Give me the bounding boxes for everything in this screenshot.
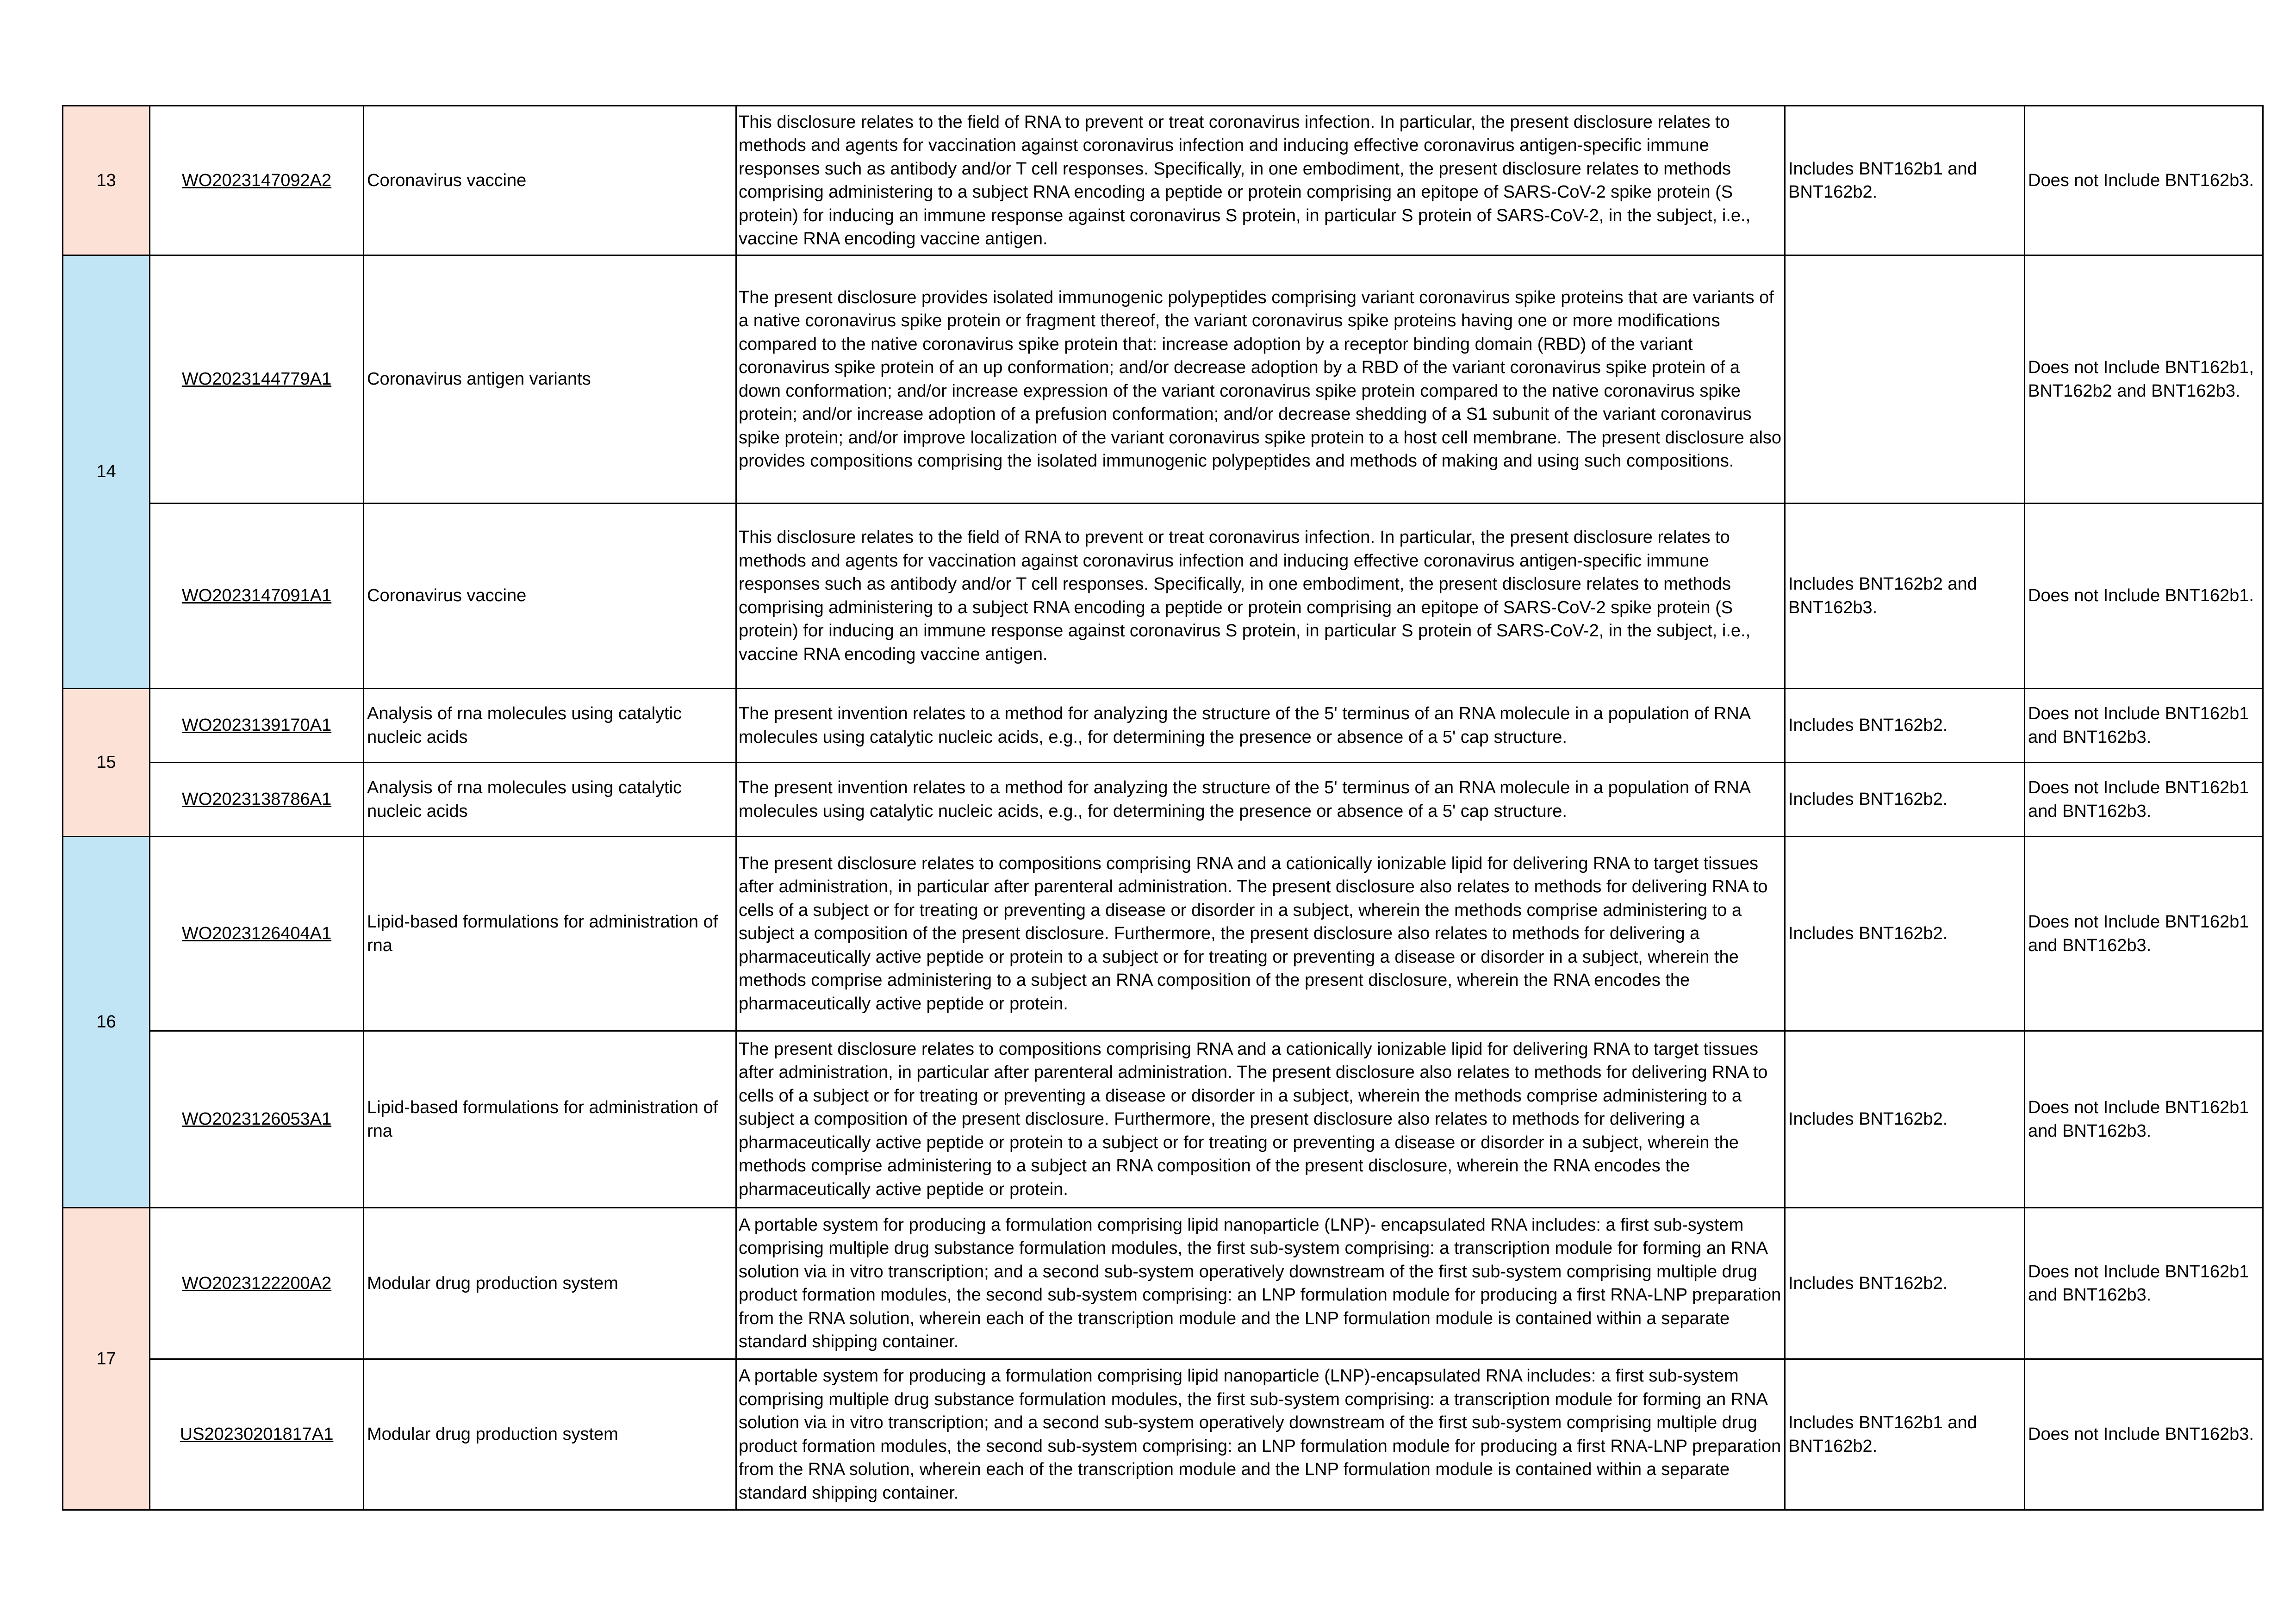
patent-title: Lipid-based formulations for administration of rna	[364, 837, 736, 1031]
not-includes-cell: Does not Include BNT162b1, BNT162b2 and BNT162b3.	[2025, 255, 2263, 504]
patent-abstract: A portable system for producing a formulation comprising lipid nanoparticle (LNP)- encapsulated RNA includes: a first sub-system comprising multiple drug substance formulation modules, the first sub-system comprising: a transcription module for forming an RNA solution via in vitro transcription; and a second sub-system operatively downstream of the first sub-system comprising multiple drug product formation modules, the second sub-system comprising: an LNP formulation module for producing a first RNA-LNP preparation from the RNA solution, wherein each of the transcription module and the LNP formulation module is contained within a separate standard shipping container.	[736, 1208, 1785, 1359]
not-includes-cell: Does not Include BNT162b1 and BNT162b3.	[2025, 837, 2263, 1031]
patent-number[interactable]	[150, 1208, 364, 1359]
patent-number[interactable]	[150, 837, 364, 1031]
table-row	[63, 504, 2263, 689]
not-includes-cell: Does not Include BNT162b1.	[2025, 504, 2263, 689]
patent-title: Analysis of rna molecules using catalytic nucleic acids	[364, 763, 736, 837]
includes-cell: Includes BNT162b1 and BNT162b2.	[1785, 106, 2025, 255]
patent-abstract: A portable system for producing a formulation comprising lipid nanoparticle (LNP)-encapsulated RNA includes: a first sub-system comprising multiple drug substance formulation modules, the first sub-system comprising: a transcription module for forming an RNA solution via in vitro transcription; and a second sub-system operatively downstream of the first sub-system comprising multiple drug product formation modules, the second sub-system comprising: an LNP formulation module for producing a first RNA-LNP preparation from the RNA solution, wherein each of the transcription module and the LNP formulation module is contained within a separate standard shipping container.	[736, 1359, 1785, 1510]
patent-link[interactable]: WO2023126404A1	[181, 924, 332, 944]
patent-link[interactable]: WO2023126053A1	[181, 1109, 332, 1129]
patent-abstract: This disclosure relates to the field of RNA to prevent or treat coronavirus infection. In particular, the present disclosure relates to methods and agents for vaccination against coronavirus infection and inducing effective coronavirus antigen-specific immune responses such as antibody and/or T cell responses. Specifically, in one embodiment, the present disclosure relates to methods comprising administering to a subject RNA encoding a peptide or protein comprising an epitope of SARS-CoV-2 spike protein (S protein) for inducing an immune response against coronavirus S protein, in particular S protein of SARS-CoV-2, in the subject, i.e., vaccine RNA encoding vaccine antigen.	[736, 106, 1785, 255]
patent-abstract: The present disclosure relates to compositions comprising RNA and a cationically ionizable lipid for delivering RNA to target tissues after administration, in particular after parenteral administration. The present disclosure also relates to methods for delivering RNA to cells of a subject or for treating or preventing a disease or disorder in a subject, wherein the methods comprise administering to a subject a composition of the present disclosure. Furthermore, the present disclosure also relates to methods for delivering a pharmaceutically active peptide or protein to a subject or for treating or preventing a disease or disorder in a subject, wherein the methods comprise administering to a subject an RNA composition of the present disclosure, wherein the RNA encodes the pharmaceutically active peptide or protein.	[736, 837, 1785, 1031]
table-row	[63, 1208, 2263, 1359]
patent-title: Analysis of rna molecules using catalytic nucleic acids	[364, 689, 736, 763]
patent-abstract: The present invention relates to a method for analyzing the structure of the 5' terminus of an RNA molecule in a population of RNA molecules using catalytic nucleic acids, e.g., for determining the presence or absence of a 5' cap structure.	[736, 689, 1785, 763]
patent-title: Coronavirus vaccine	[364, 106, 736, 255]
includes-cell: Includes BNT162b2.	[1785, 689, 2025, 763]
not-includes-cell: Does not Include BNT162b3.	[2025, 1359, 2263, 1510]
not-includes-cell: Does not Include BNT162b1 and BNT162b3.	[2025, 1031, 2263, 1208]
includes-cell: Includes BNT162b1 and BNT162b2.	[1785, 1359, 2025, 1510]
patent-link[interactable]: WO2023138786A1	[181, 790, 332, 809]
patent-title: Coronavirus vaccine	[364, 504, 736, 689]
patent-table	[62, 105, 2264, 1511]
not-includes-cell: Does not Include BNT162b3.	[2025, 106, 2263, 255]
table-row	[63, 763, 2263, 837]
patent-number[interactable]	[150, 1359, 364, 1510]
table-row	[63, 1359, 2263, 1510]
group-number: 17	[63, 1208, 150, 1510]
table-row	[63, 255, 2263, 504]
patent-abstract: This disclosure relates to the field of RNA to prevent or treat coronavirus infection. In particular, the present disclosure relates to methods and agents for vaccination against coronavirus infection and inducing effective coronavirus antigen-specific immune responses such as antibody and/or T cell responses. Specifically, in one embodiment, the present disclosure relates to methods comprising administering to a subject RNA encoding a peptide or protein comprising an epitope of SARS-CoV-2 spike protein (S protein) for inducing an immune response against coronavirus S protein, in particular S protein of SARS-CoV-2, in the subject, i.e., vaccine RNA encoding vaccine antigen.	[736, 504, 1785, 689]
group-number: 13	[63, 106, 150, 255]
includes-cell: Includes BNT162b2.	[1785, 837, 2025, 1031]
patent-number[interactable]	[150, 689, 364, 763]
patent-number[interactable]	[150, 763, 364, 837]
patent-link[interactable]: WO2023122200A2	[181, 1273, 332, 1293]
patent-abstract: The present disclosure provides isolated immunogenic polypeptides comprising variant coronavirus spike proteins that are variants of a native coronavirus spike protein or fragment thereof, the variant coronavirus spike proteins having one or more modifications compared to the native coronavirus spike protein that: increase adoption by a receptor binding domain (RBD) of the variant coronavirus spike protein of an up conformation; and/or decrease adoption by a RBD of the variant coronavirus spike protein of a down conformation; and/or increase expression of the variant coronavirus spike protein compared to the native coronavirus spike protein; and/or increase adoption of a prefusion conformation; and/or decrease shedding of a S1 subunit of the variant coronavirus spike protein; and/or improve localization of the variant coronavirus spike protein to a host cell membrane. The present disclosure also provides compositions comprising the isolated immunogenic polypeptides and methods of making and using such compositions.	[736, 255, 1785, 504]
group-number: 14	[63, 255, 150, 689]
table-row	[63, 106, 2263, 255]
patent-abstract: The present invention relates to a method for analyzing the structure of the 5' terminus of an RNA molecule in a population of RNA molecules using catalytic nucleic acids, e.g., for determining the presence or absence of a 5' cap structure.	[736, 763, 1785, 837]
table-row	[63, 837, 2263, 1031]
not-includes-cell: Does not Include BNT162b1 and BNT162b3.	[2025, 689, 2263, 763]
not-includes-cell: Does not Include BNT162b1 and BNT162b3.	[2025, 1208, 2263, 1359]
patent-title: Lipid-based formulations for administration of rna	[364, 1031, 736, 1208]
includes-cell: Includes BNT162b2.	[1785, 1208, 2025, 1359]
patent-title: Coronavirus antigen variants	[364, 255, 736, 504]
patent-link[interactable]: WO2023147092A2	[181, 170, 332, 190]
patent-number[interactable]	[150, 504, 364, 689]
patent-number[interactable]	[150, 255, 364, 504]
patent-abstract: The present disclosure relates to compositions comprising RNA and a cationically ionizable lipid for delivering RNA to target tissues after administration, in particular after parenteral administration. The present disclosure also relates to methods for delivering RNA to cells of a subject or for treating or preventing a disease or disorder in a subject, wherein the methods comprise administering to a subject a composition of the present disclosure. Furthermore, the present disclosure also relates to methods for delivering a pharmaceutically active peptide or protein to a subject or for treating or preventing a disease or disorder in a subject, wherein the methods comprise administering to a subject an RNA composition of the present disclosure, wherein the RNA encodes the pharmaceutically active peptide or protein.	[736, 1031, 1785, 1208]
includes-cell: Includes BNT162b2.	[1785, 763, 2025, 837]
group-number: 15	[63, 689, 150, 837]
group-number: 16	[63, 837, 150, 1208]
patent-link[interactable]: WO2023147091A1	[181, 586, 332, 606]
table-row	[63, 1031, 2263, 1208]
patent-link[interactable]: WO2023144779A1	[181, 369, 332, 389]
patent-title: Modular drug production system	[364, 1359, 736, 1510]
table-row	[63, 689, 2263, 763]
includes-cell: Includes BNT162b2.	[1785, 1031, 2025, 1208]
includes-cell: Includes BNT162b2 and BNT162b3.	[1785, 504, 2025, 689]
patent-title: Modular drug production system	[364, 1208, 736, 1359]
not-includes-cell: Does not Include BNT162b1 and BNT162b3.	[2025, 763, 2263, 837]
patent-number[interactable]	[150, 1031, 364, 1208]
patent-number[interactable]	[150, 106, 364, 255]
patent-link[interactable]: WO2023139170A1	[181, 716, 332, 735]
patent-link[interactable]: US20230201817A1	[180, 1425, 334, 1444]
includes-cell	[1785, 255, 2025, 504]
